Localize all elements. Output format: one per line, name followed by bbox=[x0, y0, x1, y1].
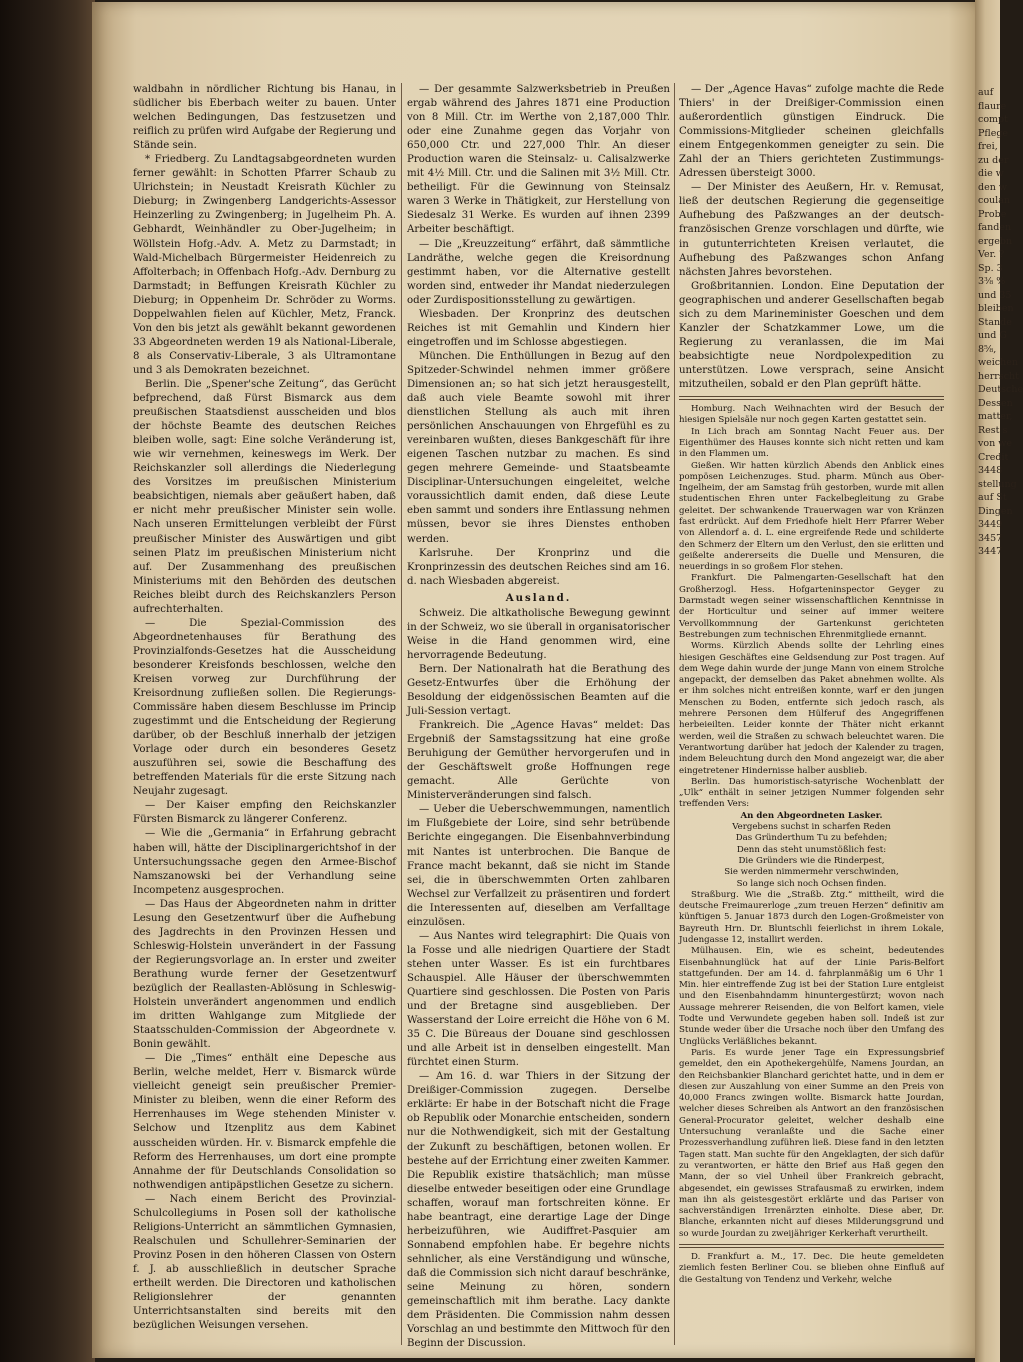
article-paragraph: waldbahn in nördlicher Richtung bis Hanau, in südlicher bis Eberbach weiter zu bauen. Unter welchen Bedingungen, Das festzusetzen und reiflich zu prüfen wird Aufgabe der Regierung und Stände sein. bbox=[133, 84, 396, 152]
next-page-fragment: 3⅜ % bbox=[978, 276, 1006, 287]
next-page-fragment: die w bbox=[978, 168, 1004, 179]
next-page-fragment: compt bbox=[978, 114, 1008, 125]
poem-line: So lange sich noch Ochsen finden. bbox=[736, 878, 887, 889]
column-rule-2 bbox=[674, 83, 675, 1345]
next-page-fragment: Stande bbox=[978, 316, 1012, 328]
local-news-item: Paris. Es wurde jener Tage ein Expressungsbrief gemeldet, den ein Apothekergehülfe, Namens Jourdan, an den Reichsbankier Blanchard gerichtet hatte, und in dem er diesen zur Auszahlung von einer Summe an den Preis von 40,000 Francs zwingen wollte. Bismarck hatte Jourdan, welcher dieses Schreiben als Antwort an den französischen General-Procurator geleitet, welcher deshalb eine Untersuchung veranlaßte und die Sache einer Prozessverhandlung zuführen ließ. Diese fand in den letzten Tagen statt. Man suchte für den Angeklagten, der sich dafür zu verantworten, er hätte den Brief aus Haß gegen den Mann, der so viel Unheil über Frankreich gebracht, abgesendet, ein gewisses Strafausmaß zu erwirken, indem man ihn als geistesgestört erklärte und das Pariser von sachverständigen Irrenärzten einholte. Diese aber, Dr. Blanche, erkannten nicht auf dieses Milderungsgrund und so wurde Jourdan zu zweijähriger Kerkerhaft verurtheilt. bbox=[679, 1047, 944, 1239]
poem-line: Sie werden nimmermehr verschwinden, bbox=[724, 867, 899, 878]
local-news-item: Worms. Kürzlich Abends sollte der Lehrling eines hiesigen Geschäftes eine Geldsendung zur Post tragen. Auf dem Wege dahin wurde der junge Mann von einem Strolche angepackt, der demselben das Paket abnehmen wollte. Als er ihm solches nicht entreißen konnte, warf er den jungen Menschen zu Boden, entfernte sich jedoch rasch, als mehrere Personen dem Hülferuf des Angegriffenen herbeieilten. Leider konnte der Thäter nicht erkannt werden, weil die Straßen zu schwach beleuchtet waren. Die Verantwortung darüber hat jedoch der Kalender zu tragen, indem Beleuchtung durch den Mond angezeigt war, die aber eingetretener Hindernisse halber ausblieb. bbox=[679, 641, 944, 776]
poem-line: Vergebens suchst in scharfen Reden bbox=[732, 822, 891, 833]
market-report: D. Frankfurt a. M., 17. Dec. Die heute gemeldeten ziemlich festen Berliner Cou. se blieben ohne Einfluß auf die Gestaltung von Tendenz und Verkehr, welche bbox=[679, 1252, 944, 1285]
next-page-fragment: weichen bbox=[978, 357, 1018, 368]
article-paragraph: — Ueber die Ueberschwemmungen, namentlich im Flußgebiete der Loire, sind sehr betrübende Berichte eingegangen. Die Eisenbahnverbindung mit Nantes ist unterbrochen. Die Banque de France macht bekannt, daß sie nicht im Stande sei, die in überschwemmten Orten zahlbaren Wechsel zur Verfallzeit zu präsentiren und fordert die Interessenten auf, dieselben am Verfalltage einzulösen. bbox=[407, 804, 670, 928]
article-paragraph: — Der gesammte Salzwerksbetrieb in Preußen ergab während des Jahres 1871 eine Production von 8 Mill. Ctr. im Werthe von 2,187,000 Thlr. oder eine Zunahme gegen das Vorjahr von 650,000 Ctr. und 227,000 Thlr. An dieser Production waren die Steinsalz- u. Calisalzwerke mit 4½ Mill. Ctr. und die Salinen mit 3½ Mill. Ctr. betheiligt. Für die Gewinnung von Steinsalz waren 3 Werke in Thätigkeit, zur Herstellung von Siedesalz 31 Werke. Es wurden auf ihnen 2399 Arbeiter beschäftigt. bbox=[407, 84, 670, 236]
next-page-fragment: matter, bbox=[978, 411, 1013, 422]
next-page-fragment: Deutsche bbox=[978, 384, 1023, 395]
article-paragraph: Karlsruhe. Der Kronprinz und die Kronprinzessin des deutschen Reiches sind am 16. d. nach Wiesbaden abgereist. bbox=[407, 547, 670, 587]
section-heading-ausland: Ausland. bbox=[505, 591, 572, 604]
section-divider bbox=[679, 1244, 944, 1248]
next-page-fragment: Dessen bbox=[978, 397, 1013, 409]
next-page-fragment: Sp. 3 bbox=[978, 262, 1003, 274]
article-paragraph: — Der „Agence Havas“ zufolge machte die Rede Thiers' in der Dreißiger-Commission einen außerordentlich günstigen Eindruck. Die Commissions-Mitglieder scheinen gleichfalls einem Entgegenkommen geneigter zu sein. Die Zahl der an Thiers gerichteten Zustimmungs-Adressen übersteigt 3000. bbox=[679, 84, 944, 180]
local-news-item: Berlin. Das humoristisch-satyrische Wochenblatt der „Ulk“ enthält in seiner jetzigen Nummer folgenden sehr treffenden Vers: bbox=[679, 776, 944, 810]
article-paragraph: Bern. Der Nationalrath hat die Berathung des Gesetz-Entwurfes über die Erhöhung der Besoldung der eidgenössischen Beamten auf die Juli-Session vertagt. bbox=[407, 663, 670, 718]
next-page-fragment: und 35 bbox=[978, 289, 1012, 301]
article-paragraph: — Das Haus der Abgeordneten nahm in dritter Lesung den Gesetzentwurf über die Aufhebung des Jagdrechts in den Provinzen Hessen und Schleswig-Holstein unverändert in der Fassung der Regierungsvorlage an. In erster und zweiter Berathung wurde ferner der Gesetzentwurf bezüglich der Reallasten-Ablösung in Schleswig-Holstein unverändert angenommen und endlich im dritten Wahlgange zum Mitgliede der Staatsschulden-Commission der Abgeordnete v. Bonin gewählt. bbox=[133, 898, 396, 1051]
poem-title: An den Abgeordneten Lasker. bbox=[740, 810, 883, 821]
poem-line: Denn das steht unumstößlich fest: bbox=[736, 844, 887, 855]
next-page-fragment: stellung bbox=[978, 478, 1017, 490]
article-paragraph: * Friedberg. Zu Landtagsabgeordneten wurden ferner gewählt: in Schotten Pfarrer Schaub zu Ulrichstein; in Neustadt Kreisrath Küchler zu Dieburg; in Zwingenberg Landgerichts-Assessor Heinzerling zu Zwingenberg; in Jugelheim Ph. A. Gebhardt, Weinhändler zu Ober-Jugelheim; in Wöllstein Hofg.-Adv. A. Metz zu Darmstadt; in Wald-Michelbach Bürgermeister Heidenreich zu Affolterbach; in Offenbach Hofg.-Adv. Dernburg zu Darmstadt; in Beffungen Kreisrath Küchler zu Dieburg; in Oppenheim Dr. Schröder zu Worms. Doppelwahlen fielen auf Küchler, Metz, Franck. Von den bis jetzt als gewählt bekannt gewordenen 33 Abgeordneten werden 19 als National-Liberale, 8 als Conservativ-Liberale, 3 als Ultramontane und 3 als Demokraten bezeichnet. bbox=[133, 154, 396, 376]
local-news-item: Mülhausen. Ein, wie es scheint, bedeutendes Eisenbahnunglück hat auf der Linie Paris-Belfort stattgefunden. Der am 14. d. fahrplanmäßig um 6 Uhr 1 Min. hier eintreffende Zug ist bei der Station Lure entgleist und den Eisenbahndamm hinuntergestürzt; wovon nach Aussage mehrerer Reisenden, die von Belfort kamen, viele Todte und Verwundete gegeben haben soll. Indeß ist zur Stunde weder über die Ursache noch über den Umfang des Unglücks Verläßliches bekannt. bbox=[679, 946, 944, 1047]
next-page-fragment: Dingen bbox=[978, 505, 1013, 517]
next-page-fragment: frei, bbox=[978, 141, 998, 152]
next-page-fragment: und G bbox=[978, 330, 1007, 341]
local-news-item: Homburg. Nach Weihnachten wird der Besuch der hiesigen Spielsäle nur noch gegen Karten gestattet sein. bbox=[679, 404, 944, 426]
next-page-fragment: fanden bbox=[978, 222, 1012, 233]
article-paragraph: Wiesbaden. Der Kronprinz des deutschen Reiches ist mit Gemahlin und Kindern hier eingetroffen und im Schlosse abgestiegen. bbox=[407, 308, 670, 348]
next-page-fragment: flaure bbox=[978, 100, 1007, 112]
next-page-fragment: 8⅝, bbox=[978, 343, 997, 355]
article-paragraph: — Die „Kreuzzeitung“ erfährt, daß sämmtliche Landräthe, welche gegen die Kreisordnung gestimmt haben, vor die Alternative gestellt worden sind, entweder ihr Mandat niederzulegen oder Zurdispositionsstellung zu gewärtigen. bbox=[407, 238, 670, 306]
local-news-item: In Lich brach am Sonntag Nacht Feuer aus. Der Eigenthümer des Hauses konnte sich nicht retten und kam in den Flammen um. bbox=[679, 426, 944, 460]
column-3 bbox=[679, 83, 944, 1345]
next-page-fragment: Rest s bbox=[978, 424, 1008, 436]
local-news-item: Straßburg. Wie die „Straßb. Ztg.“ mittheilt, wird die deutsche Freimaurerloge „zum treuen Herzen“ definitiv am künftigen 5. Januar 1873 durch den Logen-Großmeister von Bayreuth Hrn. Dr. Bluntschli feierlichst in ihrem Lokale, Judengasse 12, installirt werden. bbox=[679, 889, 944, 945]
local-news-section bbox=[679, 404, 944, 1240]
next-page-fragment: ergebn bbox=[978, 235, 1013, 247]
next-page-fragment: auf bbox=[978, 87, 994, 98]
next-page-fragment: herrscht bbox=[978, 370, 1019, 382]
book-binding bbox=[0, 0, 95, 1362]
column-2 bbox=[407, 83, 671, 1350]
next-page-fragment: von we bbox=[978, 438, 1012, 449]
next-page-fragments bbox=[975, 0, 1023, 559]
article-paragraph: Frankreich. Die „Agence Havas“ meldet: Das Ergebniß der Samstagssitzung hat eine große Beruhigung der Gemüther hervorgerufen und in der Geschäftswelt große Hoffnungen rege gemacht. Alle Gerüchte von Ministerveränderungen sind falsch. bbox=[407, 720, 670, 802]
section-divider bbox=[679, 396, 944, 400]
article-paragraph: Schweiz. Die altkatholische Bewegung gewinnt in der Schweiz, wo sie überall in organisatorischer Weise in die Hand genommen wird, eine hervorragende Bedeutung. bbox=[407, 607, 670, 661]
article-paragraph: Großbritannien. London. Eine Deputation der geographischen und anderer Gesellschaften begab sich zu dem Marineminister Goeschen und dem Kanzler der Schatzkammer Lowe, um die Regierung zu veranlassen, die im Mai beabsichtigte neue Nordpolexpedition zu unterstützen. Lowe versprach, seine Ansicht mitzutheilen, sobald er den Plan geprüft hätte. bbox=[679, 280, 944, 390]
next-page-fragment: 3457 bbox=[978, 532, 1003, 544]
next-page-fragment: Pflege bbox=[978, 127, 1009, 139]
poem-line: Das Gründerthum Tu zu befehden; bbox=[735, 833, 888, 844]
next-page-fragment: coulan bbox=[978, 195, 1010, 206]
next-page-fragment: 3449 bbox=[978, 519, 1003, 530]
poem-line: Die Gründers wie die Rinderpest, bbox=[738, 855, 885, 866]
local-news-item: Gießen. Wir hatten kürzlich Abends den Anblick eines pompösen Leichenzuges. Stud. pharm. Münch aus Ober-Ingelheim, der am Samstag früh gestorben, wurde mit allen studentischen Ehren unter Fackelbegleitung zu Grabe geleitet. Der schwankende Trauerwagen war von Kränzen fast erdrückt. Auf dem Friedhofe hielt Herr Pfarrer Weber von Allendorf a. d. L. eine ergreifende Rede und schilderte den Schmerz der Eltern um den Verlust, den sie erlitten und geißelte andererseits die Duelle und Mensuren, die neuerdings in so großem Flor stehen. bbox=[679, 460, 944, 573]
article-paragraph: — Der Minister des Aeußern, Hr. v. Remusat, ließ der deutschen Regierung die gegenseitige Aufhebung des Paßzwanges an der deutsch-französischen Grenze vorschlagen und dürfte, wie in gutunterrichteten Kreisen verlautet, die Aufhebung des Paßzwanges schon Anfang nächsten Jahres bevorstehen. bbox=[679, 182, 944, 278]
next-page-fragment: 3447 bbox=[978, 546, 1003, 557]
article-paragraph: — Aus Nantes wird telegraphirt: Die Quais von la Fosse und alle niedrigen Quartiere der Stadt stehen unter Wasser. Es ist ein furchtbares Schauspiel. Alle Häuser der überschwemmten Quartiere sind geschlossen. Die Posten von Paris und der Bretagne sind ausgeblieben. Der Wasserstand der Loire erreicht die Höhe von 6 M. 35 C. Die Büreaus der Douane sind geschlossen und alle Arbeit ist in denselben eingestellt. Man fürchtet einen Sturm. bbox=[407, 930, 670, 1069]
local-news-item: Frankfurt. Die Palmengarten-Gesellschaft hat den Großherzogl. Hess. Hofgarteninspector Geyger zu Darmstadt wegen seiner wissenschaftlichen Kenntnisse in der Horticultur und seiner auf immer weitere Vervollkommnung der Gartenkunst gerichteten Bestrebungen zum technischen Ehrenmitgliede ernannt. bbox=[679, 573, 944, 640]
article-paragraph: — Nach einem Bericht des Provinzial-Schulcollegiums in Posen soll der katholische Religions-Unterricht an sämmtlichen Gymnasien, Realschulen und Schullehrer-Seminarien der Provinz Posen in den höheren Classen von Ostern f. J. ab ausschließlich in deutscher Sprache ertheilt werden. Die Directoren und katholischen Religionslehrer der genannten Unterrichtsanstalten sind bereits mit den bezüglichen Weisungen versehen. bbox=[133, 1193, 396, 1332]
article-paragraph: Berlin. Die „Spener'sche Zeitung“, das Gerücht befprechend, daß Fürst Bismarck aus dem preußischen Staatsdienst ausscheiden und blos der höchste Beamte des deutschen Reiches bleiben wolle, sagt: Eine solche Veränderung ist, wie wir vernehmen, keineswegs im Werk. Der Reichskanzler soll allerdings die Niederlegung des Vorsitzes im preußischen Ministerium beabsichtigen, niemals aber geäußert haben, daß er nicht mehr preußischer Minister sein wolle. Nach unseren Ermittelungen verbleibt der Fürst preußischer Minister des Auswärtigen und gibt seinen Platz im preußischen Ministerium nicht auf. Der Zusammenhang des preußischen Ministeriums mit den Behörden des deutschen Reiches bleibt durch des Reichskanzlers Person aufrechterhalten. bbox=[133, 378, 396, 615]
article-paragraph: — Die Spezial-Commission des Abgeordnetenhauses für Berathung des Provinzialfonds-Gesetzes hat die Ausscheidung besonderer Kreisfonds beschlossen, welche den Kreisen vorweg zur Durchführung der Kreisordnung zufließen sollen. Die Regierungs-Commissäre haben diesem Beschlusse im Princip zugestimmt und die Entscheidung der Regierung darüber, ob der Beschluß innerhalb der jetzigen Vorlage oder durch ein besonderes Gesetz auszuführen sei, sowie die Beschaffung des betreffenden Materials für die erste Sitzung nach Neujahr zugesagt. bbox=[133, 617, 396, 798]
next-page-fragment: Probe bbox=[978, 208, 1007, 220]
article-paragraph: — Am 16. d. war Thiers in der Sitzung der Dreißiger-Commission zugegen. Derselbe erklärte: Er habe in der Botschaft nicht die Frage ob Republik oder Monarchie entscheiden, sondern nur die Nothwendigkeit, sich mit der Gestaltung der Zukunft zu beschäftigen, betonen wollen. Er bestehe auf der Errichtung einer zweiten Kammer. Die Republik existire thatsächlich; man müsse dieselbe entweder beseitigen oder eine Grundlage schaffen, worauf man fortschreiten könne. Er habe beantragt, eine derartige Lage der Dinge herbeizuführen, wie Audiffret-Pasquier am Sonnabend empfohlen habe. Er begehre nichts sehnlicher, als eine Verständigung und wünsche, daß die Commission sich nicht darauf beschränke, seine Meinung zu hören, sondern gemeinschaftlich mit ihm berathe. Lacy dankte dem Präsidenten. Die Commission nahm dessen Vorschlag an und bestimmte den Mittwoch für den Beginn der Discussion. bbox=[407, 1071, 671, 1350]
next-page-fragment: Credit bbox=[978, 451, 1009, 463]
article-paragraph: München. Die Enthüllungen in Bezug auf den Spitzeder-Schwindel nehmen immer größere Dimensionen an; so hat sich jetzt herausgestellt, daß auch viele Beamte sowohl mit ihrer dienstlichen Stellung als auch mit ihren persönlichen Anschauungen von Ehrgefühl es zu vereinbaren wußten, dieses Bankgeschäft für ihre eigenen Taschen nutzbar zu machen. Es sind gegen mehrere Gemeinde- und Staatsbeamte Disciplinar-Untersuchungen eingeleitet, welche voraussichtlich damit enden, daß diese Leute eben sammt und sonders ihre Entlassung nehmen müssen, bevor sie ihres Dienstes enthoben werden. bbox=[407, 350, 670, 545]
next-page-fragment: Ver. ? bbox=[978, 249, 1005, 260]
next-page-fragment: auf St bbox=[978, 492, 1007, 503]
article-paragraph: — Der Kaiser empfing den Reichskanzler Fürsten Bismarck zu längerer Conferenz. bbox=[133, 800, 396, 826]
article-paragraph: — Wie die „Germania“ in Erfahrung gebracht haben will, hätte der Disciplinargerichtshof in der Untersuchungssache gegen den Armee-Bischof Namszanowski bei der Verhandlung seine Incompetenz ausgesprochen. bbox=[133, 828, 396, 896]
next-page-edge bbox=[975, 0, 1023, 1362]
next-page-fragment: den w bbox=[978, 181, 1007, 193]
column-rule-1 bbox=[401, 83, 402, 1345]
next-page-fragment: bleiben bbox=[978, 303, 1014, 314]
next-page-fragment: zu der bbox=[978, 154, 1009, 166]
column-1 bbox=[133, 83, 396, 1345]
article-paragraph: — Die „Times“ enthält eine Depesche aus Berlin, welche meldet, Herr v. Bismarck würde vielleicht geneigt sein preußischer Premier-Minister zu bleiben, wenn die einer Reform des Herrenhauses im Wege stehenden Minister v. Selchow und Itzenplitz aus dem Kabinet ausscheiden würden. Hr. v. Bismarck empfehle die Reform des Herrenhauses, um dort eine prompte Annahme der für Deutschlands Consolidation so nothwendigen antipäpstlichen Gesetze zu sichern. bbox=[133, 1053, 396, 1191]
next-page-fragment: 3448 bbox=[978, 465, 1003, 476]
